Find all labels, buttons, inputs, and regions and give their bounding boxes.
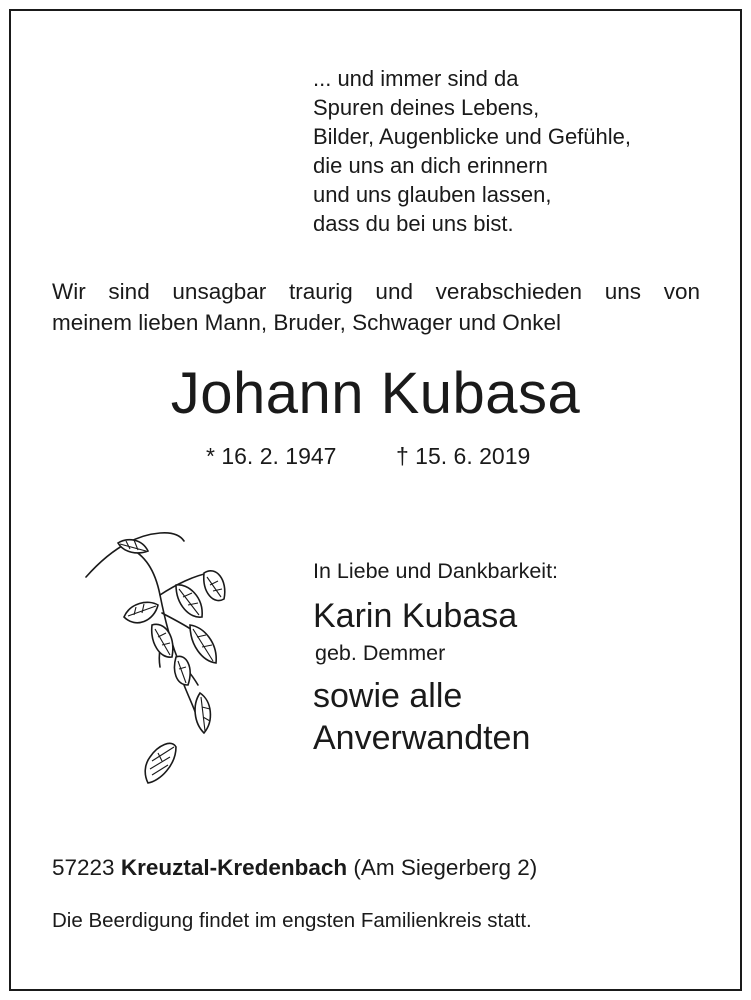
poem-line: die uns an dich erinnern (313, 153, 548, 178)
street: (Am Siegerberg 2) (353, 855, 538, 880)
town: Kreuztal-Kredenbach (120, 855, 348, 880)
birth-date: * 16. 2. 1947 (206, 443, 337, 469)
death-date: † 15. 6. 2019 (396, 443, 531, 469)
poem-line: ... und immer sind da (313, 66, 519, 91)
poem-line: und uns glauben lassen, (313, 182, 552, 207)
intro-text (52, 276, 700, 338)
intro-line: Wir sind unsagbar traurig und verabschieden uns von (52, 279, 700, 304)
poem-line: Spuren deines Lebens, (313, 95, 540, 120)
relatives-line: Anverwandten (313, 719, 531, 757)
thanks-heading: In Liebe und Dankbarkeit: (313, 559, 559, 583)
intro-line: meinem lieben Mann, Bruder, Schwager und Onkel (52, 310, 562, 335)
mourner-name: Karin Kubasa (313, 597, 518, 635)
maiden-name: geb. Demmer (315, 641, 446, 665)
life-dates (206, 441, 606, 471)
address (52, 853, 537, 883)
postcode: 57223 (52, 855, 115, 880)
poem (313, 64, 713, 238)
poem-line: dass du bei uns bist. (313, 211, 514, 236)
poem-line: Bilder, Augenblicke und Gefühle, (313, 124, 632, 149)
funeral-note: Die Beerdigung findet im engsten Familienkreis statt. (52, 909, 532, 932)
deceased-name: Johann Kubasa (170, 361, 581, 426)
relatives-line: sowie alle (313, 677, 463, 715)
birch-branch-icon (80, 525, 240, 795)
other-relatives (313, 675, 530, 759)
